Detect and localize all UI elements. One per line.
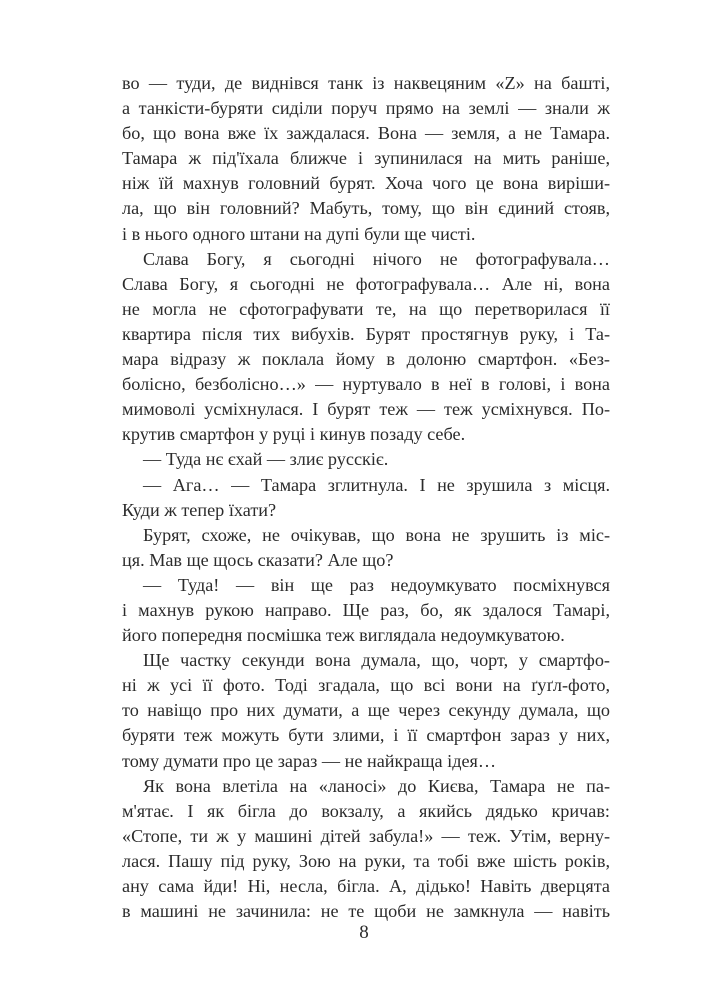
text-line: во — туди, де виднівся танк із наквецяним «Z» на башті, <box>122 73 610 93</box>
text-line: а танкісти-буряти сиділи поруч прямо на землі — знали ж <box>122 98 610 119</box>
text-line: квартира після тих вибухів. Бурят простягнув руку, і Та- <box>122 323 610 344</box>
text-line: — Туда нє єхай — злиє русскіє. <box>143 449 389 470</box>
text-line: Як вона влетіла на «ланосі» до Києва, Тамара не па- <box>143 775 610 796</box>
text-line: ні ж усі її фото. Тоді згадала, що всі вони на ґуґл-фото, <box>122 675 610 696</box>
text-line: «Стопе, ти ж у машині дітей забула!» — теж. Утім, верну- <box>122 825 610 846</box>
text-line: Слава Богу, я сьогодні нічого не фотографувала… <box>143 248 610 269</box>
text-line: ця. Мав ще щось сказати? Але що? <box>122 549 394 570</box>
text-line: Ще частку секунди вона думала, що, чорт, у смартфо- <box>143 650 610 671</box>
page-number: 8 <box>359 922 369 943</box>
text-line: не могла не сфотографувати те, на що перетворилася її <box>122 298 610 319</box>
text-line: в машині не зачинила: не те щоби не замкнула — навіть <box>122 901 610 922</box>
text-line: його попередня посмішка теж виглядала недоумкуватою. <box>122 625 565 646</box>
text-line: Куди ж тепер їхати? <box>122 499 277 520</box>
text-line: і в нього одного штани на дупі були ще чисті. <box>122 223 476 244</box>
text-line: і махнув рукою направо. Ще раз, бо, як здалося Тамарі, <box>122 599 610 620</box>
text-line: Слава Богу, я сьогодні не фотографувала… Але ні, вона <box>122 273 610 294</box>
text-line: мара відразу ж поклала йому в долоню смартфон. «Без- <box>122 349 610 370</box>
text-line: буряти теж можуть бути злими, і її смартфон зараз у них, <box>122 725 610 746</box>
text-line: то навіщо про них думати, а ще через секунду думала, що <box>122 700 610 721</box>
text-line: лася. Пашу під руку, Зою на руки, та тобі вже шість років, <box>122 850 610 871</box>
text-line: — Ага… — Тамара зглитнула. І не зрушила з місця. <box>143 474 610 495</box>
text-line: — Туда! — він ще раз недоумкувато посміхнувся <box>143 574 610 595</box>
text-line: болісно, безболісно…» — нуртувало в неї в голові, і вона <box>122 374 610 395</box>
text-line: крутив смартфон у руці і кинув позаду себе. <box>122 424 466 445</box>
text-line: ніж їй махнув головний бурят. Хоча чого це вона виріши- <box>122 173 610 194</box>
text-line: ану сама йди! Ні, несла, бігла. А, дідько! Навіть дверцята <box>122 876 610 896</box>
text-line: м'ятає. І як бігла до вокзалу, а якийсь дядько кричав: <box>122 800 610 821</box>
text-line: тому думати про це зараз — не найкраща ідея… <box>122 750 497 771</box>
page-body-text <box>122 71 610 924</box>
text-line: Тамара ж під'їхала ближче і зупинилася на мить раніше, <box>122 148 610 169</box>
text-line: бо, що вона вже їх заждалася. Вона — земля, а не Тамара. <box>122 123 610 144</box>
text-line: мимоволі усміхнулася. І бурят теж — теж усміхнувся. По- <box>122 399 610 420</box>
text-line: ла, що він головний? Мабуть, тому, що він єдиний стояв, <box>122 198 610 219</box>
text-line: Бурят, схоже, не очікував, що вона не зрушить із міс- <box>143 524 610 545</box>
